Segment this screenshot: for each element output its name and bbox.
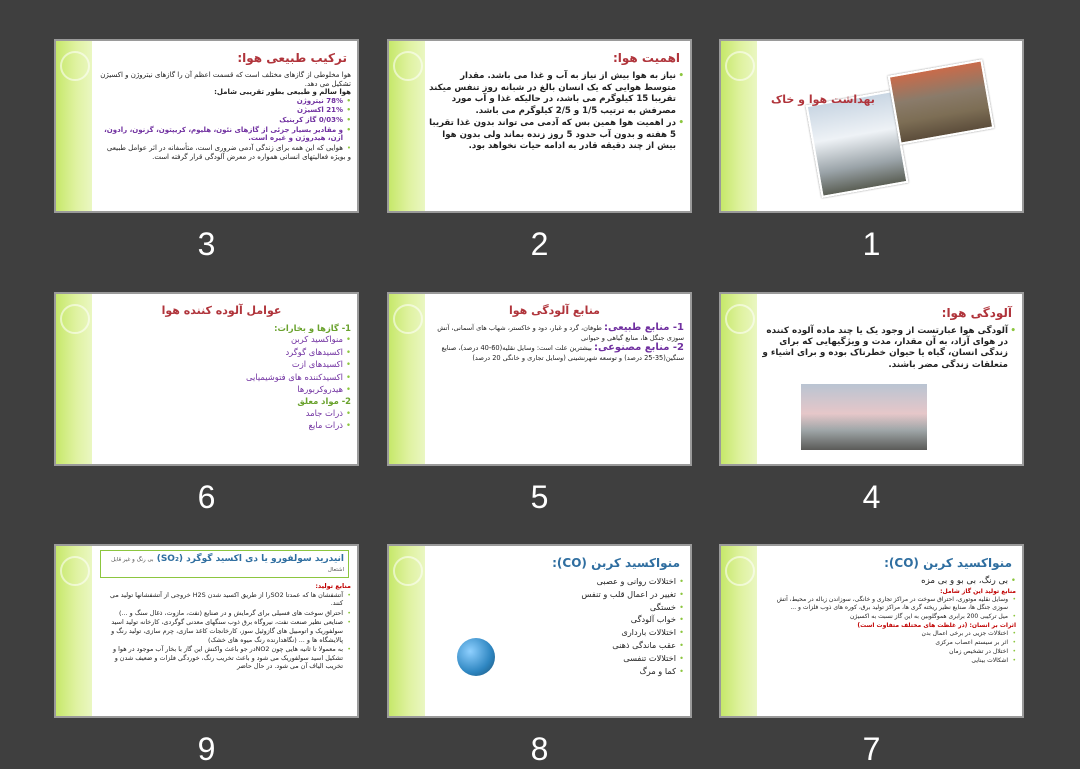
slide-subhead: هوا سالم و طبیعی بطور تقریبی شامل: — [214, 88, 351, 97]
slide-number: 8 — [530, 731, 549, 767]
slide-title: عوامل آلوده کننده هوا — [161, 304, 282, 317]
list-item: • کما و مرگ — [429, 666, 684, 678]
slide-title-box — [100, 550, 349, 578]
list-heading: 2- مواد معلق — [297, 396, 351, 407]
slide-number: 5 — [530, 479, 549, 515]
list-item: • 0/03% گاز کربنیک — [96, 116, 351, 125]
list-item: • اختلالات جزیی در برخی اعمال بدن — [761, 630, 1016, 638]
slide-number: 9 — [197, 731, 216, 767]
section-heading: منابع تولید: — [315, 582, 351, 590]
list-item: • اختلالات تنفسی — [429, 653, 684, 665]
slide-title: منابع آلودگی هوا — [509, 304, 600, 317]
landfill-photo — [888, 59, 995, 145]
slide-number: 2 — [530, 226, 549, 262]
list-item: • ذرات جامد — [96, 408, 351, 419]
list-item: • ذرات مایع — [96, 420, 351, 431]
slide-thumbnail-5[interactable] — [387, 292, 692, 514]
slide-8[interactable] — [387, 544, 692, 718]
slide-decor-band — [389, 41, 425, 211]
slide-thumbnail-9[interactable] — [54, 544, 359, 766]
slide-thumbnail-6[interactable] — [54, 292, 359, 514]
list-item: • نیاز به هوا بیش از نیاز به آب و غذا می باشد. مقدار متوسط هوایی که یک انسان بالغ در شبانه روز تنفس میکند تقریبا 15 کیلوگرم می باشد، در حالیکه غذا و آب مورد مصرفش به ترتیب 1/5 و 2/5 کیلوگرم می باشد. — [429, 71, 684, 117]
slide-2[interactable] — [387, 39, 692, 213]
slide-decor-band — [389, 546, 425, 716]
list-heading: 1- گازها و بخارات: — [274, 323, 351, 333]
list-item: • احتراق سوخت های فسیلی برای گرمایش و در صنایع (نفت، مازوت، ذغال سنگ و ...) — [96, 609, 351, 618]
list-item: • اکسیدکننده های فتوشیمیایی — [96, 372, 351, 383]
list-item: • منواکسید کربن — [96, 334, 351, 345]
slide-number: 4 — [862, 479, 881, 515]
list-item: • آتشفشان ها که عمدتا SO2را از طریق اکسید شدن H2S خروجی از آتشفشانها تولید می کنند. — [96, 591, 351, 608]
slide-thumbnail-1[interactable] — [719, 39, 1024, 261]
slide-text: بیشترین علت است: وسایل نقلیه(60-40 درصد)، صنایع سنگین(35-25 درصد) و توسعه شهرنشینی (وسایل تجاری و خانگی 20 درصد) — [441, 344, 684, 362]
slide-number: 3 — [197, 226, 216, 262]
slide-title: آلودگی هوا: — [941, 306, 1012, 320]
list-item: • اشکالات بینایی — [761, 657, 1016, 665]
slide-decor-band — [721, 546, 757, 716]
slide-1[interactable] — [719, 39, 1024, 213]
list-item: • اختلال در تشخیص زمان — [761, 648, 1016, 656]
slide-number: 7 — [862, 731, 881, 767]
list-item: • صنایعی نظیر صنعت نفت، نیروگاه برق ذوب سنگهای معدنی گوگردی، کارخانه تولید اسید سولفوریک و اتومبیل های گازوئیل سوز، کارخانجات کاغذ سازی، چرم سازی، تولید رنگ و پالایشگاه ها و ... (نگاهدارنده رنگ میوه های خشک) — [96, 618, 351, 644]
section-heading: 1- منابع طبیعی: — [603, 322, 684, 333]
slide-4[interactable] — [719, 292, 1024, 466]
list-item: • به معمولا تا ثانیه هایی چون NO2در جو باعث واکنش این گاز با بخار آب موجود در هوا و تشکیل اسید سولفوریک می شود و باعث تخریب رنگ، خوردگی فلزات و ضعیف شدن و تخریب الیاف آن می شود. در حال حاضر — [96, 645, 351, 671]
list-item: • اختلالات روانی و عصبی — [429, 576, 684, 588]
list-item: • خواب آلودگی — [429, 614, 684, 626]
section-heading: 2- منابع مصنوعی: — [593, 342, 684, 353]
slide-decor-band — [389, 294, 425, 464]
list-item: • بی رنگ، بی بو و بی مزه — [761, 576, 1016, 587]
slide-7[interactable] — [719, 544, 1024, 718]
title-note: بی رنگ و غیر قابل اشتعال — [111, 557, 344, 573]
list-item: • در اهمیت هوا همین بس که آدمی می تواند بدون غذا تقریبا 5 هفته و بدون آب حدود 5 روز زنده بماند ولی بدون هوا بیش از چند دقیقه قادر به ادامه حیات نخواهد بود. — [429, 118, 684, 153]
slide-decor-band — [56, 41, 92, 211]
slide-decor-band — [56, 546, 92, 716]
slide-title: انیدرید سولفورو یا دی اکسید گوگرد (SO₂) — [156, 554, 344, 564]
globe-illustration — [457, 638, 495, 676]
list-item: • میل ترکیبی 200 برابری هموگلوبین به این گاز نسبت به اکسیژن — [761, 613, 1016, 621]
section-heading: منابع تولید این گاز شامل: — [940, 588, 1016, 595]
list-item: • و مقادیر بسیار جزئی از گازهای نئون، هلیوم، کریپتون، گزنون، رادون، ازن، هیدروژن و غیره است. — [96, 126, 351, 143]
slide-text: و بویژه فعالیتهای انسانی همواره در معرض آلودگی قرار گرفته است. — [152, 153, 351, 162]
slide-thumbnail-2[interactable] — [387, 39, 692, 261]
list-item: • اکسیدهای گوگرد — [96, 347, 351, 358]
list-item: • اکسیدهای ازت — [96, 359, 351, 370]
list-item: • تغییر در اعمال قلب و تنفس — [429, 589, 684, 601]
slide-title: اهمیت هوا: — [612, 51, 680, 65]
list-item: • اختلالات بارداری — [429, 627, 684, 639]
section-heading: اثرات بر انسان: (در غلظت های مختلف متفاوت است) — [857, 622, 1016, 629]
slide-9[interactable] — [54, 544, 359, 718]
slide-decor-band — [56, 294, 92, 464]
slide-text: • آلودگی هوا عبارتست از وجود یک یا چند ماده آلوده کننده در هوای آزاد، به آن مقدار، مدت و ویژگیهایی که برای زندگی انسان، گیاه یا حیوان خطرناک بوده و برای اشیاء و متعلقات زندگی مضر باشند. — [761, 326, 1016, 371]
slide-title: ترکیب طبیعی هوا: — [237, 51, 347, 65]
list-item: • وسایل نقلیه موتوری، احتراق سوخت در مراکز تجاری و خانگی، سوزاندن زباله در محیط، آتش سوزی جنگل ها، صنایع نظیر ریخته گری ها، مراکز تولید برق، کوره های ذوب فلزات و ... — [761, 596, 1016, 612]
slide-thumbnail-7[interactable] — [719, 544, 1024, 766]
slide-decor-band — [721, 294, 757, 464]
list-item: • اثر بر سیستم اعصاب مرکزی — [761, 639, 1016, 647]
list-item: • عقب ماندگی ذهنی — [429, 640, 684, 652]
slide-decor-band — [721, 41, 757, 211]
slide-title: منواکسید کربن (CO): — [884, 556, 1012, 570]
slide-text: هوا مخلوطی از گازهای مختلف است که قسمت اعظم آن را گازهای نیتروژن و اکسیژن تشکیل می دهد. — [100, 71, 351, 88]
slide-thumbnail-8[interactable] — [387, 544, 692, 766]
list-item: • خستگی — [429, 602, 684, 614]
list-item: • 21% اکسیژن — [96, 106, 351, 115]
slide-number: 6 — [197, 479, 216, 515]
slide-text: طوفان، گرد و غبار، دود و خاکستر، شهاب های آسمانی، آتش سوزی جنگل ها، منابع گیاهی و حیوانی — [437, 324, 684, 342]
list-item: • هیدروکربورها — [96, 384, 351, 395]
air-pollution-photo — [801, 384, 927, 450]
slide-6[interactable] — [54, 292, 359, 466]
slide-number: 1 — [862, 226, 881, 262]
slide-thumbnail-3[interactable] — [54, 39, 359, 261]
list-item: • 78% نیتروژن — [96, 97, 351, 106]
slide-title: بهداشت هوا و خاک — [771, 93, 875, 106]
slide-thumbnail-4[interactable] — [719, 292, 1024, 514]
slide-3[interactable] — [54, 39, 359, 213]
slide-title: منواکسید کربن (CO): — [552, 556, 680, 570]
list-item: • هوایی که این همه برای زندگی آدمی ضروری است، متأسفانه در اثر عوامل طبیعی — [96, 144, 351, 153]
slide-5[interactable] — [387, 292, 692, 466]
